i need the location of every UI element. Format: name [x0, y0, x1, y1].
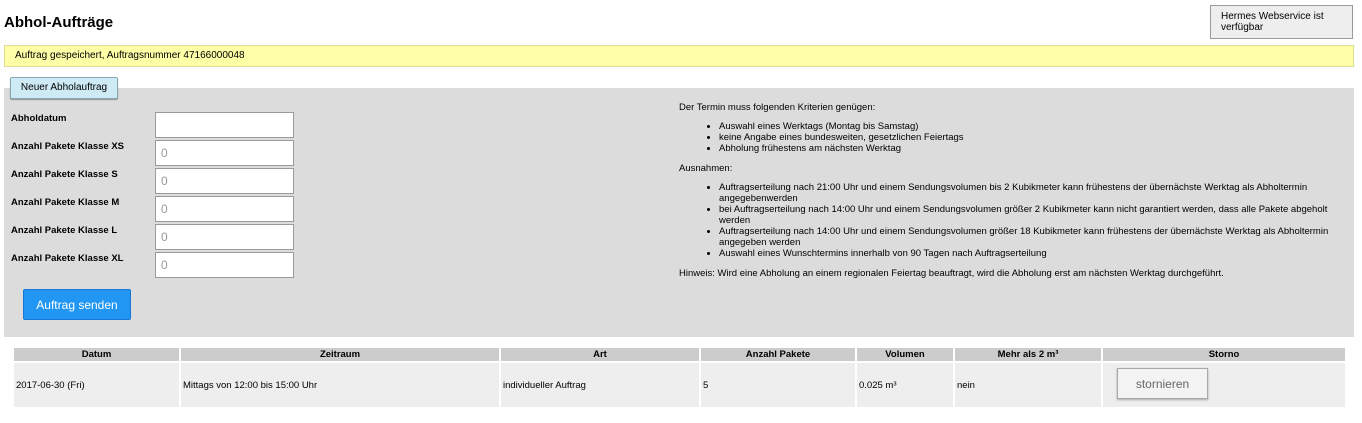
criteria-info	[679, 102, 1349, 279]
column-header-volumen: Volumen	[857, 348, 953, 363]
exception-item: • Auswahl eines Wunschtermins innerhalb von 90 Tagen nach Auftragserteilung	[719, 248, 1349, 259]
criteria-intro: Der Termin muss folgenden Kriterien genügen:	[679, 102, 876, 113]
criteria-list	[679, 121, 1349, 154]
exceptions-list	[679, 182, 1349, 259]
label-xl: Anzahl Pakete Klasse XL	[11, 253, 124, 264]
success-notice: Auftrag gespeichert, Auftragsnummer 47166000048	[4, 45, 1354, 67]
page-title: Abhol-Aufträge	[4, 14, 114, 31]
package-xs-input[interactable]	[155, 140, 294, 166]
service-status-box: Hermes Webservice ist verfügbar	[1210, 5, 1353, 39]
label-abholdatum: Abholdatum	[11, 113, 67, 124]
holiday-hint: Hinweis: Wird eine Abholung an einem regionalen Feiertag beauftragt, wird die Abholung erst am nächsten Werktag durchgeführt.	[679, 268, 1224, 279]
column-header-mehr: Mehr als 2 m³	[955, 348, 1101, 363]
package-l-input[interactable]	[155, 224, 294, 250]
table-header-row	[14, 348, 1345, 363]
column-header-datum: Datum	[14, 348, 179, 363]
submit-order-button[interactable]: Auftrag senden	[23, 289, 131, 320]
cancel-order-button[interactable]: stornieren	[1117, 368, 1208, 399]
table-row	[14, 363, 1345, 407]
package-xl-input[interactable]	[155, 252, 294, 278]
exception-item: • bei Auftragserteilung nach 14:00 Uhr und einem Sendungsvolumen größer 2 Kubikmeter kann nicht garantiert werden, dass alle Pakete abgeholt werden	[719, 204, 1349, 226]
exceptions-intro: Ausnahmen:	[679, 163, 733, 174]
exception-item: • Auftragserteilung nach 14:00 Uhr und einem Sendungsvolumen größer 18 Kubikmeter kann frühestens der übernächste Werktag als Abholtermin angegeben werden	[719, 226, 1349, 248]
criteria-item: • Abholung frühestens am nächsten Werktag	[719, 143, 1349, 154]
column-header-zeitraum: Zeitraum	[181, 348, 499, 363]
cell-mehr: nein	[955, 363, 1101, 407]
cell-datum: 2017-06-30 (Fri)	[14, 363, 179, 407]
new-pickup-order-button[interactable]: Neuer Abholauftrag	[10, 77, 118, 99]
column-header-storno: Storno	[1103, 348, 1345, 363]
cell-storno	[1103, 363, 1345, 407]
exception-item: • Auftragserteilung nach 21:00 Uhr und einem Sendungsvolumen bis 2 Kubikmeter kann frühestens der übernächste Werktag als Abholtermin angegebenwerden	[719, 182, 1349, 204]
cell-zeitraum: Mittags von 12:00 bis 15:00 Uhr	[181, 363, 499, 407]
column-header-art: Art	[501, 348, 699, 363]
cell-volumen: 0.025 m³	[857, 363, 953, 407]
criteria-item: • keine Angabe eines bundesweiten, gesetzlichen Feiertags	[719, 132, 1349, 143]
package-s-input[interactable]	[155, 168, 294, 194]
label-s: Anzahl Pakete Klasse S	[11, 169, 118, 180]
cell-anzahl: 5	[701, 363, 855, 407]
label-xs: Anzahl Pakete Klasse XS	[11, 141, 124, 152]
cell-art: individueller Auftrag	[501, 363, 699, 407]
column-header-anzahl: Anzahl Pakete	[701, 348, 855, 363]
label-l: Anzahl Pakete Klasse L	[11, 225, 118, 236]
pickup-date-input[interactable]	[155, 112, 294, 138]
label-m: Anzahl Pakete Klasse M	[11, 197, 120, 208]
pickup-orders-table	[12, 348, 1347, 407]
package-m-input[interactable]	[155, 196, 294, 222]
criteria-item: • Auswahl eines Werktags (Montag bis Samstag)	[719, 121, 1349, 132]
